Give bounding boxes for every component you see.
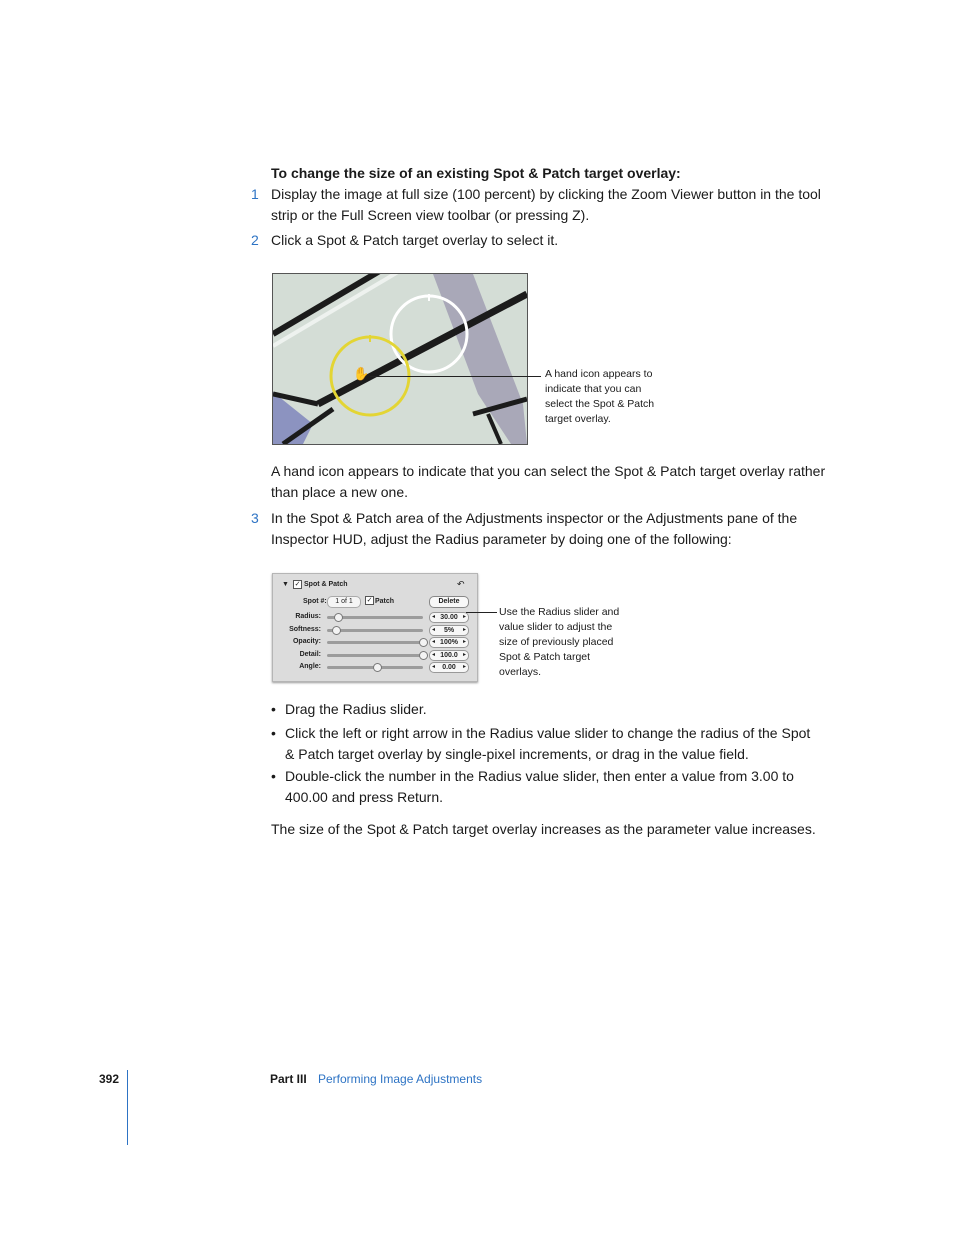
value-slider[interactable] bbox=[429, 612, 469, 623]
overlay-image bbox=[273, 274, 527, 444]
bullet-marker: • bbox=[271, 701, 276, 717]
slider-knob[interactable] bbox=[419, 638, 428, 647]
parameter-row bbox=[273, 650, 477, 662]
parameter-slider[interactable] bbox=[327, 654, 423, 657]
overlay-screenshot bbox=[272, 273, 528, 445]
parameter-value[interactable]: 30.00 bbox=[440, 614, 458, 621]
parameter-value[interactable]: 100.0 bbox=[440, 651, 458, 659]
overlay-callout: A hand icon appears to indicate that you can select the Spot & Patch target overlay. bbox=[545, 368, 655, 425]
value-slider[interactable] bbox=[429, 650, 469, 661]
bullet-text: Double-click the number in the Radius value slider, then enter a value from 3.00 to 400.00 and press Return. bbox=[285, 768, 794, 805]
enable-checkbox[interactable]: ✓ bbox=[294, 581, 301, 588]
bullet-marker: • bbox=[271, 725, 276, 741]
patch-checkbox[interactable]: ✓ bbox=[366, 597, 373, 604]
step-3 bbox=[251, 508, 821, 550]
decrement-arrow-icon[interactable]: ◂ bbox=[432, 651, 436, 658]
bullet-item bbox=[271, 699, 821, 720]
step-number: 2 bbox=[251, 232, 259, 248]
parameter-row bbox=[273, 612, 477, 624]
slider-knob[interactable] bbox=[334, 613, 343, 622]
disclosure-triangle-icon[interactable]: ▼ bbox=[282, 581, 289, 588]
step-text: In the Spot & Patch area of the Adjustments inspector or the Adjustments pane of the Inspector HUD, adjust the Radius parameter by doing one of the following: bbox=[271, 510, 798, 547]
increment-arrow-icon[interactable]: ▸ bbox=[462, 626, 466, 633]
step-text: Click a Spot & Patch target overlay to select it. bbox=[271, 232, 559, 248]
parameter-value[interactable]: 100% bbox=[440, 639, 458, 647]
body-paragraph: A hand icon appears to indicate that you can select the Spot & Patch target overlay rather than place a new one. bbox=[271, 463, 826, 500]
slider-knob[interactable] bbox=[419, 651, 428, 660]
slider-knob[interactable] bbox=[373, 663, 382, 672]
spot-selector[interactable]: 1 of 1 bbox=[327, 596, 361, 608]
bullet-item bbox=[271, 766, 821, 808]
footer-chapter-link[interactable]: Performing Image Adjustments bbox=[318, 1072, 483, 1086]
parameter-row bbox=[273, 662, 477, 674]
closing-paragraph: The size of the Spot & Patch target overlay increases as the parameter value increases. bbox=[271, 821, 816, 837]
decrement-arrow-icon[interactable]: ◂ bbox=[432, 614, 436, 620]
footer-part: Part III bbox=[270, 1072, 307, 1086]
bullet-item bbox=[271, 723, 821, 765]
increment-arrow-icon[interactable]: ▸ bbox=[462, 651, 466, 658]
callout-leader bbox=[466, 612, 497, 613]
parameter-slider[interactable] bbox=[327, 629, 423, 632]
delete-button[interactable]: Delete bbox=[429, 596, 469, 608]
parameter-label: Softness: bbox=[289, 625, 321, 633]
reset-arrow-icon[interactable]: ↶ bbox=[457, 579, 465, 589]
patch-label: Patch bbox=[375, 598, 395, 605]
parameter-row bbox=[273, 637, 477, 649]
step-1 bbox=[251, 184, 821, 226]
decrement-arrow-icon[interactable]: ◂ bbox=[432, 664, 436, 671]
value-slider[interactable] bbox=[429, 625, 469, 636]
step-number: 1 bbox=[251, 186, 259, 202]
parameter-row bbox=[273, 625, 477, 637]
spot-patch-panel bbox=[272, 573, 478, 682]
step-2 bbox=[251, 230, 821, 251]
parameter-value[interactable]: 0.00 bbox=[442, 664, 456, 672]
procedure-heading: To change the size of an existing Spot & Patch target overlay: bbox=[271, 165, 681, 181]
step-text: Display the image at full size (100 percent) by clicking the Zoom Viewer button in the tool strip or the Full Screen view toolbar (or pressing Z). bbox=[271, 186, 821, 223]
step-number: 3 bbox=[251, 510, 259, 526]
slider-knob[interactable] bbox=[332, 626, 341, 635]
parameter-value[interactable]: 5% bbox=[443, 626, 455, 634]
spot-label: Spot #: bbox=[303, 598, 327, 605]
page-number: 392 bbox=[99, 1072, 120, 1086]
parameter-label: Angle: bbox=[299, 663, 321, 671]
bullet-text: Drag the Radius slider. bbox=[285, 701, 427, 717]
parameter-label: Detail: bbox=[299, 650, 321, 658]
bullet-marker: • bbox=[271, 768, 276, 784]
increment-arrow-icon[interactable]: ▸ bbox=[462, 639, 466, 646]
callout-leader bbox=[370, 376, 541, 377]
hand-icon: ✋ bbox=[353, 366, 370, 381]
parameter-label: Radius: bbox=[295, 613, 321, 620]
parameter-label: Opacity: bbox=[292, 638, 321, 646]
value-slider[interactable] bbox=[429, 662, 469, 673]
increment-arrow-icon[interactable]: ▸ bbox=[462, 614, 466, 620]
parameter-slider[interactable] bbox=[327, 641, 423, 644]
decrement-arrow-icon[interactable]: ◂ bbox=[432, 639, 436, 646]
increment-arrow-icon[interactable]: ▸ bbox=[462, 664, 466, 671]
panel-title: Spot & Patch bbox=[304, 581, 348, 588]
bullet-text: Click the left or right arrow in the Radius value slider to change the radius of the Spot & Patch target overlay by single-pixel increments, or drag in the value field. bbox=[285, 725, 811, 762]
decrement-arrow-icon[interactable]: ◂ bbox=[432, 626, 436, 633]
value-slider[interactable] bbox=[429, 637, 469, 648]
slider-callout: Use the Radius slider and value slider to adjust the size of previously placed Spot & Patch target overlays. bbox=[499, 606, 620, 678]
footer-divider bbox=[127, 1070, 128, 1145]
